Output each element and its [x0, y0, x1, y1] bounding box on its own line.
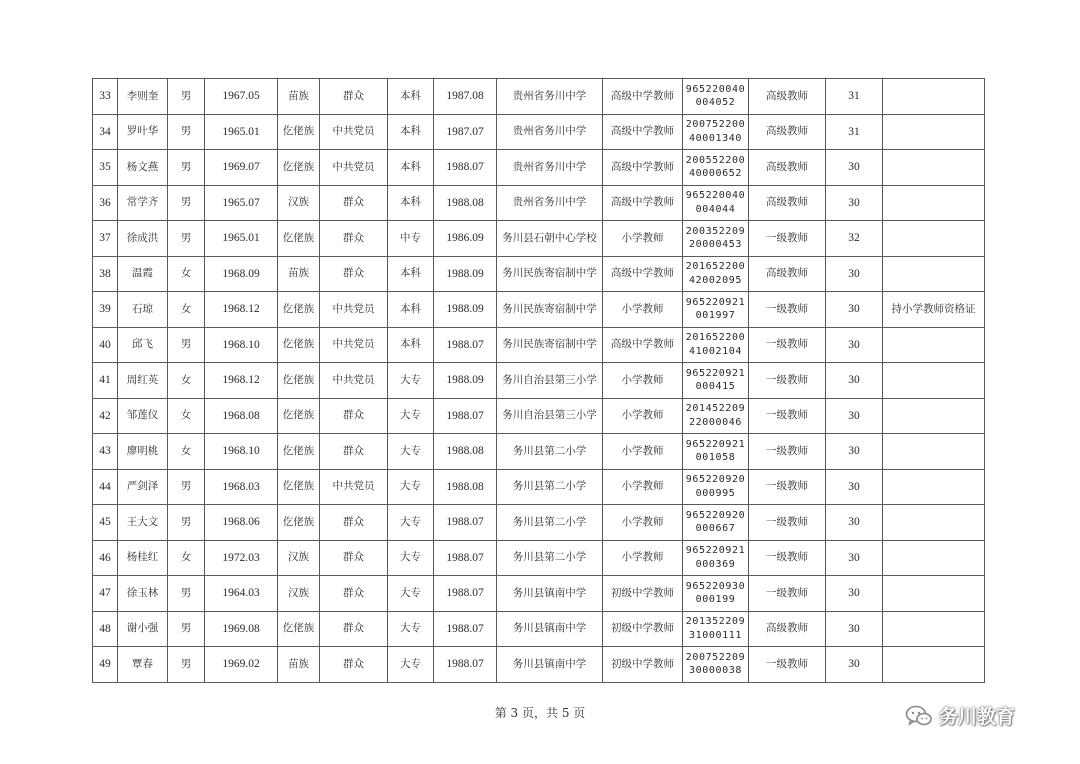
table-row — [93, 363, 985, 399]
political-status-cell: 群众 — [320, 221, 388, 257]
birth-date-cell: 1969.02 — [205, 647, 278, 683]
title-cell: 一级教师 — [749, 363, 826, 399]
note-cell — [883, 256, 985, 292]
birth-date-cell: 1965.01 — [205, 221, 278, 257]
years-cell: 30 — [826, 256, 883, 292]
name-cell: 廖明桃 — [118, 434, 168, 470]
title-cell: 高级教师 — [749, 150, 826, 186]
birth-date-cell: 1968.09 — [205, 256, 278, 292]
school-cell: 务川民族寄宿制中学 — [497, 292, 603, 328]
education-cell: 大专 — [388, 647, 434, 683]
row-index: 43 — [93, 434, 118, 470]
table-row — [93, 540, 985, 576]
birth-date-cell: 1965.07 — [205, 185, 278, 221]
ethnicity-cell: 仡佬族 — [278, 398, 320, 434]
years-cell: 30 — [826, 185, 883, 221]
note-cell — [883, 576, 985, 612]
certificate-type-cell: 小学教师 — [603, 469, 683, 505]
birth-date-cell: 1968.10 — [205, 434, 278, 470]
ethnicity-cell: 仡佬族 — [278, 434, 320, 470]
work-start-cell: 1988.07 — [434, 647, 497, 683]
certificate-type-cell: 小学教师 — [603, 221, 683, 257]
political-status-cell: 群众 — [320, 79, 388, 115]
birth-date-cell: 1968.12 — [205, 363, 278, 399]
school-cell: 务川自治县第三小学 — [497, 398, 603, 434]
school-cell: 务川县第二小学 — [497, 434, 603, 470]
ethnicity-cell: 汉族 — [278, 576, 320, 612]
work-start-cell: 1988.09 — [434, 363, 497, 399]
note-cell — [883, 327, 985, 363]
name-cell: 杨桂红 — [118, 540, 168, 576]
years-cell: 30 — [826, 363, 883, 399]
school-cell: 贵州省务川中学 — [497, 185, 603, 221]
note-cell — [883, 469, 985, 505]
birth-date-cell: 1968.10 — [205, 327, 278, 363]
certificate-type-cell: 初级中学教师 — [603, 611, 683, 647]
name-cell: 罗叶华 — [118, 114, 168, 150]
work-start-cell: 1988.07 — [434, 327, 497, 363]
title-cell: 一级教师 — [749, 434, 826, 470]
gender-cell: 男 — [168, 469, 205, 505]
school-cell: 务川民族寄宿制中学 — [497, 327, 603, 363]
certificate-number-cell: 20055220040000652 — [683, 150, 749, 186]
school-cell: 贵州省务川中学 — [497, 114, 603, 150]
education-cell: 大专 — [388, 363, 434, 399]
table-row — [93, 150, 985, 186]
name-cell: 邹莲仪 — [118, 398, 168, 434]
row-index: 33 — [93, 79, 118, 115]
certificate-number-cell: 965220921000369 — [683, 540, 749, 576]
title-cell: 一级教师 — [749, 505, 826, 541]
teacher-table — [92, 78, 985, 683]
birth-date-cell: 1969.08 — [205, 611, 278, 647]
birth-date-cell: 1968.06 — [205, 505, 278, 541]
gender-cell: 女 — [168, 398, 205, 434]
birth-date-cell: 1967.05 — [205, 79, 278, 115]
years-cell: 30 — [826, 150, 883, 186]
work-start-cell: 1988.08 — [434, 434, 497, 470]
note-cell — [883, 647, 985, 683]
work-start-cell: 1988.09 — [434, 256, 497, 292]
name-cell: 谢小强 — [118, 611, 168, 647]
certificate-type-cell: 小学教师 — [603, 540, 683, 576]
birth-date-cell: 1969.07 — [205, 150, 278, 186]
title-cell: 一级教师 — [749, 292, 826, 328]
work-start-cell: 1988.07 — [434, 398, 497, 434]
work-start-cell: 1987.07 — [434, 114, 497, 150]
title-cell: 一级教师 — [749, 221, 826, 257]
gender-cell: 男 — [168, 576, 205, 612]
education-cell: 本科 — [388, 185, 434, 221]
name-cell: 石琼 — [118, 292, 168, 328]
gender-cell: 男 — [168, 611, 205, 647]
gender-cell: 男 — [168, 185, 205, 221]
ethnicity-cell: 苗族 — [278, 647, 320, 683]
political-status-cell: 群众 — [320, 611, 388, 647]
row-index: 38 — [93, 256, 118, 292]
certificate-number-cell: 965220921000415 — [683, 363, 749, 399]
row-index: 40 — [93, 327, 118, 363]
row-index: 42 — [93, 398, 118, 434]
row-index: 36 — [93, 185, 118, 221]
table-row — [93, 647, 985, 683]
title-cell: 一级教师 — [749, 576, 826, 612]
certificate-type-cell: 小学教师 — [603, 398, 683, 434]
gender-cell: 女 — [168, 292, 205, 328]
certificate-number-cell: 20075220040001340 — [683, 114, 749, 150]
years-cell: 30 — [826, 540, 883, 576]
years-cell: 30 — [826, 469, 883, 505]
title-cell: 高级教师 — [749, 185, 826, 221]
ethnicity-cell: 仡佬族 — [278, 150, 320, 186]
birth-date-cell: 1964.03 — [205, 576, 278, 612]
birth-date-cell: 1968.12 — [205, 292, 278, 328]
note-cell — [883, 221, 985, 257]
certificate-type-cell: 高级中学教师 — [603, 150, 683, 186]
political-status-cell: 中共党员 — [320, 469, 388, 505]
school-cell: 务川民族寄宿制中学 — [497, 256, 603, 292]
name-cell: 严剑泽 — [118, 469, 168, 505]
table-row — [93, 292, 985, 328]
birth-date-cell: 1968.03 — [205, 469, 278, 505]
title-cell: 一级教师 — [749, 327, 826, 363]
education-cell: 大专 — [388, 540, 434, 576]
note-cell — [883, 398, 985, 434]
table-row — [93, 469, 985, 505]
political-status-cell: 群众 — [320, 505, 388, 541]
certificate-number-cell: 965220921001058 — [683, 434, 749, 470]
page-number: 第 3 页，共 5 页 — [494, 706, 586, 720]
years-cell: 30 — [826, 398, 883, 434]
political-status-cell: 中共党员 — [320, 327, 388, 363]
row-index: 44 — [93, 469, 118, 505]
name-cell: 温霞 — [118, 256, 168, 292]
certificate-type-cell: 小学教师 — [603, 363, 683, 399]
political-status-cell: 群众 — [320, 540, 388, 576]
ethnicity-cell: 仡佬族 — [278, 327, 320, 363]
school-cell: 贵州省务川中学 — [497, 79, 603, 115]
source-watermark — [905, 702, 1015, 729]
name-cell: 徐成洪 — [118, 221, 168, 257]
gender-cell: 男 — [168, 327, 205, 363]
years-cell: 32 — [826, 221, 883, 257]
years-cell: 30 — [826, 434, 883, 470]
certificate-number-cell: 965220921001997 — [683, 292, 749, 328]
gender-cell: 男 — [168, 505, 205, 541]
row-index: 39 — [93, 292, 118, 328]
political-status-cell: 群众 — [320, 434, 388, 470]
school-cell: 贵州省务川中学 — [497, 150, 603, 186]
education-cell: 本科 — [388, 79, 434, 115]
ethnicity-cell: 汉族 — [278, 185, 320, 221]
name-cell: 周红英 — [118, 363, 168, 399]
certificate-type-cell: 高级中学教师 — [603, 185, 683, 221]
table-row — [93, 79, 985, 115]
note-cell: 持小学教师资格证 — [883, 292, 985, 328]
row-index: 45 — [93, 505, 118, 541]
education-cell: 本科 — [388, 114, 434, 150]
education-cell: 大专 — [388, 398, 434, 434]
certificate-number-cell: 20165220042002095 — [683, 256, 749, 292]
years-cell: 30 — [826, 292, 883, 328]
table-row — [93, 505, 985, 541]
education-cell: 大专 — [388, 611, 434, 647]
table-row — [93, 327, 985, 363]
political-status-cell: 群众 — [320, 185, 388, 221]
years-cell: 30 — [826, 327, 883, 363]
education-cell: 大专 — [388, 576, 434, 612]
certificate-type-cell: 高级中学教师 — [603, 79, 683, 115]
certificate-type-cell: 小学教师 — [603, 505, 683, 541]
certificate-number-cell: 20165220041002104 — [683, 327, 749, 363]
political-status-cell: 群众 — [320, 256, 388, 292]
watermark-text: 务川教育 — [939, 706, 1016, 728]
note-cell — [883, 434, 985, 470]
certificate-type-cell: 初级中学教师 — [603, 576, 683, 612]
birth-date-cell: 1965.01 — [205, 114, 278, 150]
gender-cell: 男 — [168, 79, 205, 115]
certificate-type-cell: 小学教师 — [603, 434, 683, 470]
title-cell: 一级教师 — [749, 540, 826, 576]
note-cell — [883, 611, 985, 647]
row-index: 48 — [93, 611, 118, 647]
school-cell: 务川县第二小学 — [497, 505, 603, 541]
school-cell: 务川县石朝中心学校 — [497, 221, 603, 257]
school-cell: 务川县第二小学 — [497, 469, 603, 505]
education-cell: 中专 — [388, 221, 434, 257]
gender-cell: 男 — [168, 647, 205, 683]
certificate-number-cell: 20075220930000038 — [683, 647, 749, 683]
education-cell: 本科 — [388, 327, 434, 363]
ethnicity-cell: 苗族 — [278, 256, 320, 292]
table-row — [93, 398, 985, 434]
gender-cell: 女 — [168, 256, 205, 292]
work-start-cell: 1988.08 — [434, 469, 497, 505]
title-cell: 一级教师 — [749, 398, 826, 434]
note-cell — [883, 363, 985, 399]
birth-date-cell: 1968.08 — [205, 398, 278, 434]
work-start-cell: 1986.09 — [434, 221, 497, 257]
school-cell: 务川县镇南中学 — [497, 611, 603, 647]
title-cell: 高级教师 — [749, 256, 826, 292]
gender-cell: 男 — [168, 150, 205, 186]
school-cell: 务川县镇南中学 — [497, 576, 603, 612]
school-cell: 务川自治县第三小学 — [497, 363, 603, 399]
certificate-type-cell: 高级中学教师 — [603, 327, 683, 363]
table-row — [93, 114, 985, 150]
work-start-cell: 1988.07 — [434, 505, 497, 541]
wechat-icon — [905, 704, 933, 728]
row-index: 34 — [93, 114, 118, 150]
education-cell: 大专 — [388, 469, 434, 505]
certificate-type-cell: 高级中学教师 — [603, 256, 683, 292]
political-status-cell: 群众 — [320, 647, 388, 683]
certificate-number-cell: 965220920000667 — [683, 505, 749, 541]
years-cell: 31 — [826, 114, 883, 150]
table-body — [93, 79, 985, 683]
work-start-cell: 1987.08 — [434, 79, 497, 115]
row-index: 46 — [93, 540, 118, 576]
education-cell: 本科 — [388, 150, 434, 186]
table-row — [93, 611, 985, 647]
name-cell: 李则奎 — [118, 79, 168, 115]
table-row — [93, 576, 985, 612]
years-cell: 31 — [826, 79, 883, 115]
title-cell: 高级教师 — [749, 114, 826, 150]
note-cell — [883, 114, 985, 150]
gender-cell: 男 — [168, 221, 205, 257]
certificate-number-cell: 20145220922000046 — [683, 398, 749, 434]
ethnicity-cell: 仡佬族 — [278, 114, 320, 150]
row-index: 49 — [93, 647, 118, 683]
gender-cell: 女 — [168, 540, 205, 576]
ethnicity-cell: 仡佬族 — [278, 505, 320, 541]
ethnicity-cell: 汉族 — [278, 540, 320, 576]
education-cell: 本科 — [388, 256, 434, 292]
row-index: 47 — [93, 576, 118, 612]
name-cell: 覃春 — [118, 647, 168, 683]
table-row — [93, 185, 985, 221]
name-cell: 邱飞 — [118, 327, 168, 363]
table-row — [93, 221, 985, 257]
title-cell: 一级教师 — [749, 647, 826, 683]
education-cell: 本科 — [388, 292, 434, 328]
years-cell: 30 — [826, 505, 883, 541]
years-cell: 30 — [826, 576, 883, 612]
work-start-cell: 1988.09 — [434, 292, 497, 328]
political-status-cell: 群众 — [320, 398, 388, 434]
political-status-cell: 中共党员 — [320, 150, 388, 186]
school-cell: 务川县第二小学 — [497, 540, 603, 576]
title-cell: 一级教师 — [749, 469, 826, 505]
years-cell: 30 — [826, 647, 883, 683]
ethnicity-cell: 仡佬族 — [278, 221, 320, 257]
note-cell — [883, 79, 985, 115]
certificate-number-cell: 20035220920000453 — [683, 221, 749, 257]
work-start-cell: 1988.07 — [434, 150, 497, 186]
work-start-cell: 1988.07 — [434, 576, 497, 612]
work-start-cell: 1988.07 — [434, 611, 497, 647]
note-cell — [883, 540, 985, 576]
birth-date-cell: 1972.03 — [205, 540, 278, 576]
certificate-number-cell: 965220930000199 — [683, 576, 749, 612]
note-cell — [883, 505, 985, 541]
years-cell: 30 — [826, 611, 883, 647]
gender-cell: 女 — [168, 434, 205, 470]
ethnicity-cell: 仡佬族 — [278, 611, 320, 647]
table-row — [93, 434, 985, 470]
education-cell: 大专 — [388, 505, 434, 541]
ethnicity-cell: 仡佬族 — [278, 469, 320, 505]
ethnicity-cell: 苗族 — [278, 79, 320, 115]
political-status-cell: 中共党员 — [320, 363, 388, 399]
title-cell: 高级教师 — [749, 79, 826, 115]
certificate-number-cell: 965220920000995 — [683, 469, 749, 505]
gender-cell: 女 — [168, 363, 205, 399]
education-cell: 大专 — [388, 434, 434, 470]
table-row — [93, 256, 985, 292]
certificate-number-cell: 965220040004052 — [683, 79, 749, 115]
row-index: 37 — [93, 221, 118, 257]
certificate-type-cell: 高级中学教师 — [603, 114, 683, 150]
ethnicity-cell: 仡佬族 — [278, 363, 320, 399]
political-status-cell: 中共党员 — [320, 292, 388, 328]
political-status-cell: 群众 — [320, 576, 388, 612]
certificate-type-cell: 小学教师 — [603, 292, 683, 328]
title-cell: 高级教师 — [749, 611, 826, 647]
note-cell — [883, 150, 985, 186]
school-cell: 务川县镇南中学 — [497, 647, 603, 683]
note-cell — [883, 185, 985, 221]
name-cell: 王大文 — [118, 505, 168, 541]
gender-cell: 男 — [168, 114, 205, 150]
name-cell: 常学齐 — [118, 185, 168, 221]
ethnicity-cell: 仡佬族 — [278, 292, 320, 328]
work-start-cell: 1988.08 — [434, 185, 497, 221]
certificate-number-cell: 20135220931000111 — [683, 611, 749, 647]
row-index: 41 — [93, 363, 118, 399]
certificate-number-cell: 965220040004044 — [683, 185, 749, 221]
certificate-type-cell: 初级中学教师 — [603, 647, 683, 683]
name-cell: 杨文燕 — [118, 150, 168, 186]
work-start-cell: 1988.07 — [434, 540, 497, 576]
political-status-cell: 中共党员 — [320, 114, 388, 150]
name-cell: 徐玉林 — [118, 576, 168, 612]
row-index: 35 — [93, 150, 118, 186]
